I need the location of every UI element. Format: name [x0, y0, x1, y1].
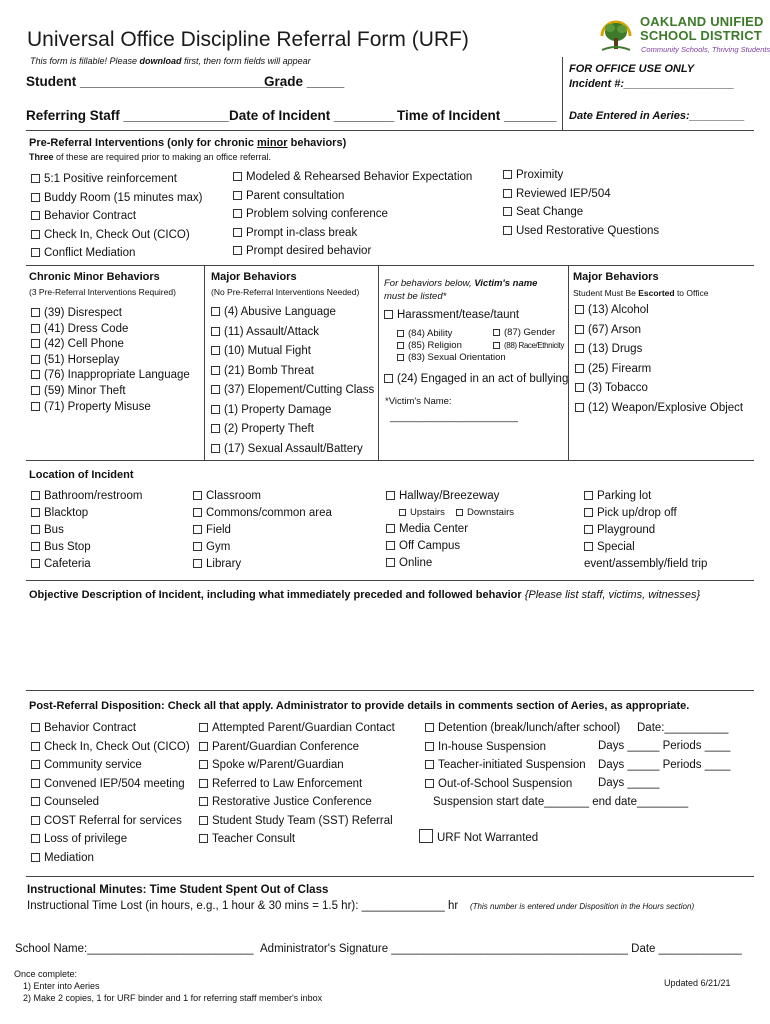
- location-col3: [386, 521, 468, 572]
- location-title: Location of Incident: [29, 469, 134, 481]
- location-top-divider: [26, 460, 754, 461]
- checkbox[interactable]: [31, 508, 40, 517]
- list-item[interactable]: (88) Race/Ethnicity: [493, 340, 564, 352]
- checkbox[interactable]: [31, 324, 40, 333]
- list-item[interactable]: (41) Dress Code: [31, 322, 190, 338]
- referring-staff-field[interactable]: Referring Staff ______________: [26, 108, 229, 123]
- checkbox[interactable]: [397, 354, 404, 361]
- checkbox[interactable]: [575, 344, 584, 353]
- list-item[interactable]: (87) Gender: [493, 327, 555, 339]
- checkbox[interactable]: [211, 405, 220, 414]
- checkbox[interactable]: [199, 723, 208, 732]
- list-item[interactable]: 5:1 Positive reinforcement: [31, 170, 203, 189]
- pre-referral-col1: [31, 170, 203, 263]
- oss-days-field[interactable]: Days _____: [598, 777, 660, 789]
- checkbox[interactable]: [397, 330, 404, 337]
- instructional-note: (This number is entered under Disposition in the Hours section): [470, 902, 695, 911]
- teacher-days-field[interactable]: Days _____ Periods ____: [598, 758, 731, 771]
- pre-referral-heading-b: behaviors): [287, 137, 347, 149]
- list-item[interactable]: Media Center: [386, 521, 468, 538]
- victim-note-bold: Victim's name: [474, 278, 538, 289]
- checkbox[interactable]: [386, 491, 395, 500]
- list-item[interactable]: (71) Property Misuse: [31, 400, 190, 416]
- list-item[interactable]: Parent/Guardian Conference: [199, 738, 395, 757]
- inhouse-days-field[interactable]: Days _____ Periods ____: [598, 740, 731, 752]
- pre-referral-note-rest: of these are required prior to making an office referral.: [53, 152, 271, 162]
- checkbox[interactable]: [399, 509, 406, 516]
- pre-referral-note-bold: Three: [29, 152, 54, 162]
- behaviors-divider-1: [204, 265, 205, 460]
- checkbox[interactable]: [384, 310, 393, 319]
- victims-name-field[interactable]: _______________________: [390, 412, 518, 423]
- location-col4: [584, 488, 707, 573]
- pre-referral-heading: [29, 137, 346, 149]
- list-item[interactable]: Behavior Contract: [31, 719, 190, 738]
- list-item[interactable]: (13) Drugs: [575, 340, 743, 360]
- checkbox[interactable]: [386, 541, 395, 550]
- escort-text-a: Student Must Be: [573, 288, 639, 298]
- description-heading: [29, 589, 700, 601]
- fillable-bold: download: [139, 56, 182, 66]
- list-item[interactable]: Field: [193, 522, 332, 539]
- minor-behaviors-list: [31, 306, 190, 415]
- list-item[interactable]: Upstairs: [399, 507, 445, 519]
- disposition-days-fields: [598, 737, 730, 793]
- list-item[interactable]: (10) Mutual Fight: [211, 342, 374, 362]
- list-item[interactable]: In-house Suspension: [425, 738, 688, 757]
- major-behaviors-2-title: Major Behaviors: [573, 271, 659, 283]
- disposition-title: Post-Referral Disposition: Check all that apply. Administrator to provide details in comments section of Aeries, as appropriate.: [29, 700, 690, 712]
- list-item[interactable]: (51) Horseplay: [31, 353, 190, 369]
- checkbox[interactable]: [31, 193, 40, 202]
- list-item[interactable]: Counseled: [31, 793, 190, 812]
- checkbox[interactable]: [31, 853, 40, 862]
- date-of-incident-field[interactable]: Date of Incident ________: [229, 108, 395, 123]
- list-item[interactable]: (12) Weapon/Explosive Object: [575, 399, 743, 419]
- victim-note-text: For behaviors below,: [384, 278, 475, 289]
- checkbox[interactable]: [31, 742, 40, 751]
- list-item[interactable]: Classroom: [193, 488, 332, 505]
- list-item[interactable]: Convened IEP/504 meeting: [31, 775, 190, 794]
- header-divider: [26, 130, 754, 131]
- list-item[interactable]: Out-of-School Suspension: [425, 775, 688, 794]
- checkbox[interactable]: [193, 508, 202, 517]
- incident-number-field[interactable]: Incident #:__________________: [569, 78, 735, 90]
- checkbox[interactable]: [233, 228, 242, 237]
- checkbox[interactable]: [193, 559, 202, 568]
- checkbox[interactable]: [31, 402, 40, 411]
- checkbox[interactable]: [193, 542, 202, 551]
- behaviors-top-divider: [26, 265, 754, 266]
- list-item[interactable]: (84) Ability: [397, 328, 452, 340]
- special-continuation: event/assembly/field trip: [584, 558, 708, 570]
- checkbox[interactable]: [31, 797, 40, 806]
- checkbox[interactable]: [384, 374, 393, 383]
- list-item[interactable]: (1) Property Damage: [211, 401, 374, 421]
- checkbox[interactable]: [199, 797, 208, 806]
- list-item[interactable]: (85) Religion: [397, 340, 462, 352]
- list-item[interactable]: (67) Arson: [575, 321, 743, 341]
- checkbox[interactable]: [575, 403, 584, 412]
- checkbox[interactable]: [211, 346, 220, 355]
- checkbox[interactable]: [425, 742, 434, 751]
- list-item[interactable]: Attempted Parent/Guardian Contact: [199, 719, 395, 738]
- escort-text-bold: Escorted: [638, 288, 675, 298]
- list-item[interactable]: Online: [386, 555, 468, 572]
- major-behaviors-sub: (No Pre-Referral Interventions Needed): [211, 287, 360, 297]
- checkbox[interactable]: [199, 779, 208, 788]
- list-item[interactable]: (25) Firearm: [575, 360, 743, 380]
- victim-note-2: must be listed*: [384, 291, 447, 302]
- list-item[interactable]: Seat Change: [503, 203, 659, 222]
- grade-field[interactable]: Grade _____: [264, 74, 345, 89]
- checkbox[interactable]: [31, 834, 40, 843]
- list-item[interactable]: (21) Bomb Threat: [211, 362, 374, 382]
- list-item[interactable]: Buddy Room (15 minutes max): [31, 189, 203, 208]
- pre-referral-col3: [503, 166, 659, 240]
- major-behaviors-2-sub: [573, 288, 708, 298]
- checkbox[interactable]: [386, 558, 395, 567]
- checkbox[interactable]: [233, 191, 242, 200]
- list-item[interactable]: Library: [193, 556, 332, 573]
- description-label: Objective Description of Incident, including what immediately preceded and followed behavior: [29, 589, 522, 601]
- list-item[interactable]: Bathroom/restroom: [31, 488, 142, 505]
- disposition-date-fields: [637, 719, 728, 738]
- location-col1: [31, 488, 142, 573]
- checkbox[interactable]: [31, 248, 40, 257]
- checkbox[interactable]: [31, 559, 40, 568]
- detention-date-field[interactable]: Date:__________: [637, 722, 729, 734]
- list-item[interactable]: (17) Sexual Assault/Battery: [211, 440, 374, 460]
- checkbox[interactable]: [233, 246, 242, 255]
- list-item[interactable]: Parking lot: [584, 488, 707, 505]
- list-item[interactable]: Blacktop: [31, 505, 142, 522]
- admin-signature-field[interactable]: Administrator's Signature _____________________________________ Date _____________: [260, 943, 742, 955]
- list-item[interactable]: Mediation: [31, 849, 190, 868]
- escort-text-b: to Office: [674, 288, 709, 298]
- fillable-prefix: This form is fillable! Please: [30, 56, 140, 66]
- list-item[interactable]: (2) Property Theft: [211, 420, 374, 440]
- checkbox[interactable]: [575, 364, 584, 373]
- description-textarea[interactable]: [26, 606, 754, 686]
- checkbox[interactable]: [211, 444, 220, 453]
- list-item[interactable]: (76) Inappropriate Language: [31, 368, 190, 384]
- checkbox[interactable]: [584, 525, 593, 534]
- list-item[interactable]: Commons/common area: [193, 505, 332, 522]
- checkbox[interactable]: [233, 209, 242, 218]
- list-item[interactable]: (11) Assault/Attack: [211, 323, 374, 343]
- list-item[interactable]: Check In, Check Out (CICO): [31, 226, 203, 245]
- description-top-divider: [26, 580, 754, 581]
- list-item[interactable]: Detention (break/lunch/after school): [425, 719, 688, 738]
- form-title: Universal Office Discipline Referral Form (URF): [27, 28, 469, 51]
- checkbox[interactable]: [397, 342, 404, 349]
- footer-step-1: 1) Enter into Aeries: [23, 981, 100, 991]
- checkbox[interactable]: [456, 509, 463, 516]
- checkbox[interactable]: [584, 491, 593, 500]
- suspension-dates-field[interactable]: Suspension start date_______ end date________: [433, 796, 689, 808]
- checkbox[interactable]: [575, 383, 584, 392]
- list-item[interactable]: (59) Minor Theft: [31, 384, 190, 400]
- disposition-top-divider: [26, 690, 754, 691]
- checkbox[interactable]: [31, 816, 40, 825]
- time-of-incident-field[interactable]: Time of Incident _______: [397, 108, 557, 123]
- bullying-item[interactable]: (24) Engaged in an act of bullying: [384, 370, 568, 389]
- list-item[interactable]: Teacher Consult: [199, 830, 395, 849]
- harassment-item[interactable]: Harassment/tease/taunt: [384, 306, 519, 325]
- checkbox[interactable]: [211, 366, 220, 375]
- checkbox[interactable]: [419, 829, 433, 843]
- list-item[interactable]: Conflict Mediation: [31, 244, 203, 263]
- instructional-title: Instructional Minutes: Time Student Spent Out of Class: [27, 884, 329, 896]
- checkbox[interactable]: [31, 339, 40, 348]
- student-field[interactable]: Student ___________________________: [26, 74, 283, 89]
- behaviors-divider-2: [378, 265, 379, 460]
- checkbox[interactable]: [31, 542, 40, 551]
- location-col2: [193, 488, 332, 573]
- disposition-col1: [31, 719, 190, 867]
- list-item[interactable]: Restorative Justice Conference: [199, 793, 395, 812]
- list-item[interactable]: Problem solving conference: [233, 205, 472, 224]
- list-item[interactable]: Used Restorative Questions: [503, 222, 659, 241]
- office-use-divider: [562, 57, 563, 130]
- list-item[interactable]: Community service: [31, 756, 190, 775]
- victim-note-1: [384, 278, 537, 289]
- pre-referral-heading-minor: minor: [257, 137, 288, 149]
- updated-date: Updated 6/21/21: [664, 978, 731, 988]
- checkbox[interactable]: [199, 816, 208, 825]
- checkbox[interactable]: [493, 342, 500, 349]
- disposition-col2: [199, 719, 395, 849]
- checkbox[interactable]: [575, 305, 584, 314]
- checkbox[interactable]: [31, 355, 40, 364]
- footer-step-2: 2) Make 2 copies, 1 for URF binder and 1 for referring staff member's inbox: [23, 993, 323, 1003]
- list-item[interactable]: Cafeteria: [31, 556, 142, 573]
- checkbox[interactable]: [211, 385, 220, 394]
- checkbox[interactable]: [31, 525, 40, 534]
- checkbox[interactable]: [493, 329, 500, 336]
- checkbox[interactable]: [503, 207, 512, 216]
- checkbox[interactable]: [31, 779, 40, 788]
- checkbox[interactable]: [31, 211, 40, 220]
- checkbox[interactable]: [584, 508, 593, 517]
- checkbox[interactable]: [31, 491, 40, 500]
- checkbox[interactable]: [199, 760, 208, 769]
- list-item[interactable]: Proximity: [503, 166, 659, 185]
- list-item[interactable]: Playground: [584, 522, 707, 539]
- list-item[interactable]: Pick up/drop off: [584, 505, 707, 522]
- list-item[interactable]: (3) Tobacco: [575, 379, 743, 399]
- list-item[interactable]: Downstairs: [456, 507, 514, 519]
- checkbox[interactable]: [425, 779, 434, 788]
- minor-behaviors-title: Chronic Minor Behaviors: [29, 271, 160, 283]
- list-item[interactable]: Loss of privilege: [31, 830, 190, 849]
- list-item[interactable]: (83) Sexual Orientation: [397, 352, 506, 364]
- list-item[interactable]: Off Campus: [386, 538, 468, 555]
- list-item[interactable]: Bus: [31, 522, 142, 539]
- list-item[interactable]: (42) Cell Phone: [31, 337, 190, 353]
- checkbox[interactable]: [193, 491, 202, 500]
- list-item[interactable]: Parent consultation: [233, 187, 472, 206]
- checkbox[interactable]: [503, 170, 512, 179]
- list-item[interactable]: Prompt desired behavior: [233, 242, 472, 261]
- checkbox[interactable]: [575, 325, 584, 334]
- behaviors-divider-3: [568, 265, 569, 460]
- list-item[interactable]: Student Study Team (SST) Referral: [199, 812, 395, 831]
- list-item[interactable]: Special: [584, 539, 707, 556]
- list-item[interactable]: Behavior Contract: [31, 207, 203, 226]
- checkbox[interactable]: [233, 172, 242, 181]
- list-item[interactable]: Prompt in-class break: [233, 224, 472, 243]
- list-item[interactable]: Reviewed IEP/504: [503, 185, 659, 204]
- pre-referral-note: [29, 152, 271, 162]
- major-behaviors-list: [211, 303, 374, 459]
- instructional-time-field[interactable]: Instructional Time Lost (in hours, e.g., 1 hour & 30 mins = 1.5 hr): _____________ hr: [27, 900, 459, 912]
- list-item[interactable]: (4) Abusive Language: [211, 303, 374, 323]
- checkbox[interactable]: [31, 370, 40, 379]
- checkbox[interactable]: [425, 760, 434, 769]
- checkbox[interactable]: [425, 723, 434, 732]
- minor-behaviors-sub: (3 Pre-Referral Interventions Required): [29, 287, 176, 297]
- urf-not-warranted[interactable]: URF Not Warranted: [419, 829, 538, 848]
- checkbox[interactable]: [199, 742, 208, 751]
- victims-name-label: *Victim's Name:: [385, 396, 452, 407]
- checkbox[interactable]: [31, 760, 40, 769]
- list-item[interactable]: Gym: [193, 539, 332, 556]
- checkbox[interactable]: [193, 525, 202, 534]
- checkbox[interactable]: [503, 189, 512, 198]
- district-name-2: SCHOOL DISTRICT: [640, 28, 762, 43]
- list-item[interactable]: Hallway/Breezeway: [386, 488, 499, 505]
- list-item[interactable]: (13) Alcohol: [575, 301, 743, 321]
- checkbox[interactable]: [386, 524, 395, 533]
- fillable-note: [30, 56, 311, 66]
- checkbox[interactable]: [211, 424, 220, 433]
- list-item[interactable]: (37) Elopement/Cutting Class: [211, 381, 374, 401]
- major-behaviors-title: Major Behaviors: [211, 271, 297, 283]
- checkbox[interactable]: [31, 308, 40, 317]
- office-use-label: FOR OFFICE USE ONLY: [569, 63, 695, 75]
- once-complete-label: Once complete:: [14, 969, 78, 979]
- aeries-date-field[interactable]: Date Entered in Aeries:_________: [569, 110, 745, 122]
- pre-referral-col2: [233, 168, 472, 261]
- list-item[interactable]: (39) Disrespect: [31, 306, 190, 322]
- list-item[interactable]: Bus Stop: [31, 539, 142, 556]
- checkbox[interactable]: [31, 723, 40, 732]
- school-name-field[interactable]: School Name:__________________________: [15, 943, 254, 955]
- checkbox[interactable]: [211, 327, 220, 336]
- fillable-suffix: first, then form fields will appear: [181, 56, 311, 66]
- checkbox[interactable]: [199, 834, 208, 843]
- list-item[interactable]: Spoke w/Parent/Guardian: [199, 756, 395, 775]
- checkbox[interactable]: [31, 230, 40, 239]
- list-item[interactable]: Modeled & Rehearsed Behavior Expectation: [233, 168, 472, 187]
- pre-referral-heading-a: Pre-Referral Interventions (only for chronic: [29, 137, 257, 149]
- major-behaviors-2-list: [575, 301, 743, 418]
- district-name-1: OAKLAND UNIFIED: [640, 14, 764, 29]
- list-item[interactable]: COST Referral for services: [31, 812, 190, 831]
- checkbox[interactable]: [503, 226, 512, 235]
- checkbox[interactable]: [211, 307, 220, 316]
- list-item[interactable]: Referred to Law Enforcement: [199, 775, 395, 794]
- list-item[interactable]: Teacher-initiated Suspension: [425, 756, 688, 775]
- description-hint: {Please list staff, victims, witnesses}: [524, 589, 701, 601]
- checkbox[interactable]: [31, 386, 40, 395]
- list-item[interactable]: Check In, Check Out (CICO): [31, 738, 190, 757]
- district-logo-icon: [598, 16, 634, 56]
- checkbox[interactable]: [584, 542, 593, 551]
- checkbox[interactable]: [31, 174, 40, 183]
- instructional-top-divider: [26, 876, 754, 877]
- district-tagline: Community Schools, Thriving Students: [641, 45, 770, 54]
